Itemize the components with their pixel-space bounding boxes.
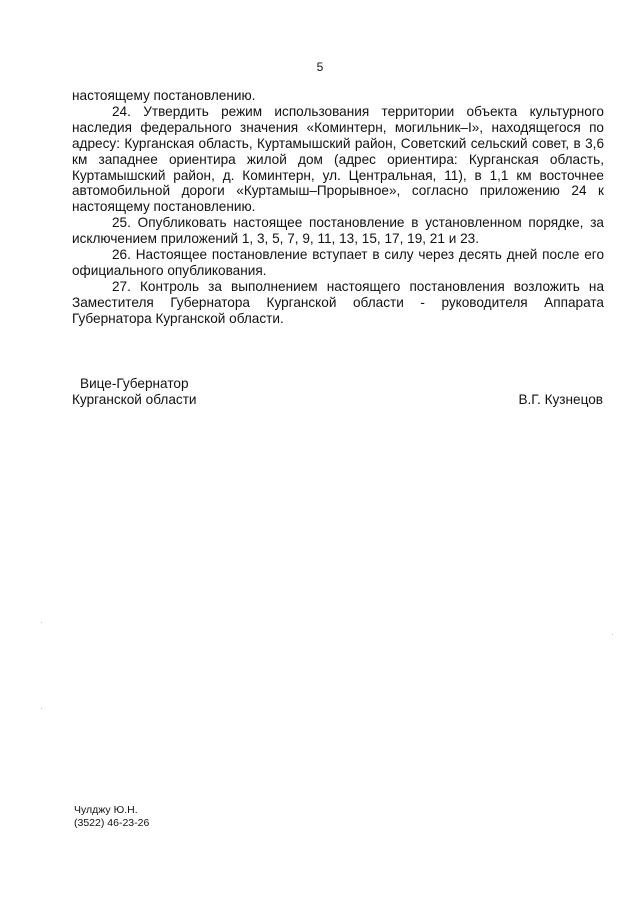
paragraph-24: 24. Утвердить режим использования территории объекта культурного наследия федерального значения «Коминтерн, могильник–I», находящегося по адресу: Курганская область, Куртамышский район, Советский сельский совет, в 3,6 км западнее ориентира жилой дом (адрес ориентира: Курганская область, Куртамышский район, д. Коминтерн, ул. Центральная, 11), в 1,1 км восточнее автомобильной дороги «Куртамыш–Прорывное», согласно приложению 24 к настоящему постановлению. (72, 103, 604, 215)
executor-phone: (3522) 46-23-26 (74, 816, 150, 829)
scan-speck (41, 622, 42, 623)
paragraph-27: 27. Контроль за выполнением настоящего постановления возложить на Заместителя Губернатора Курганской области - руководителя Аппарата Губернатора Курганской области. (72, 278, 604, 326)
paragraph-26: 26. Настоящее постановление вступает в силу через десять дней после его официального опубликования. (72, 247, 604, 278)
scan-speck (41, 708, 42, 709)
signatory-title-line2: Курганской области (72, 392, 197, 407)
lead-line: настоящему постановлению. (72, 88, 256, 103)
page-number: 5 (316, 60, 324, 74)
executor-footer (74, 804, 149, 829)
signatory-title (72, 376, 197, 408)
paragraph-25: 25. Опубликовать настоящее постановление в установленном порядке, за исключением приложений 1, 3, 5, 7, 9, 11, 13, 15, 17, 19, 21 и 23. (72, 215, 604, 247)
signatory-title-line1: Вице-Губернатор (80, 376, 189, 391)
document-body (72, 88, 604, 327)
scan-speck (612, 634, 613, 635)
executor-name: Чулджу Ю.Н. (74, 804, 138, 816)
signatory-name: В.Г. Кузнецов (518, 392, 603, 407)
